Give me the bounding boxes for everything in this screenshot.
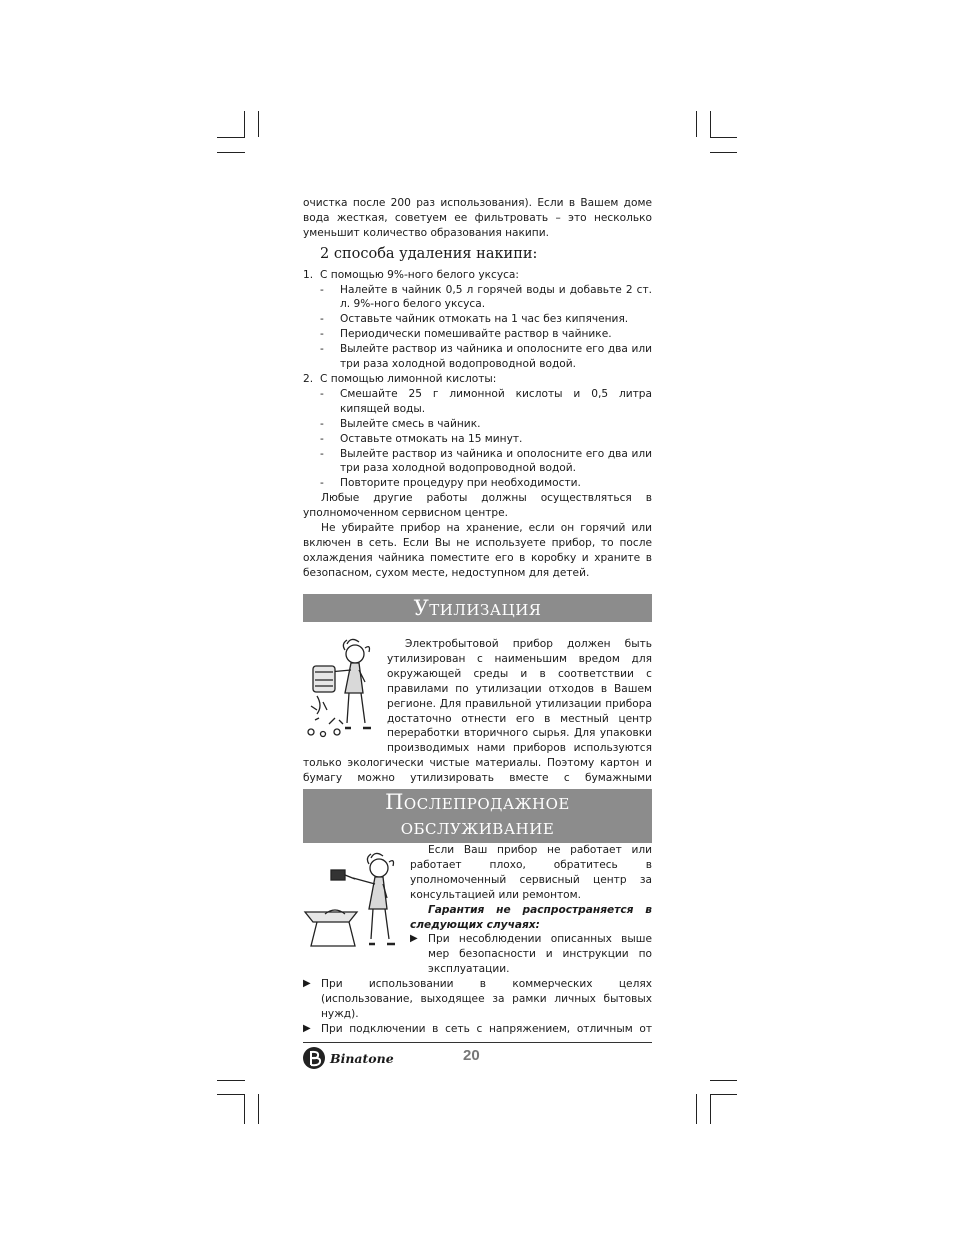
step-text: Смешайте 25 г лимонной кислоты и 0,5 литра кипящей воды. [340,387,652,415]
bullet-text: При несоблюдении описанных выше мер безопасности и инструкции по эксплуатации. [428,933,652,976]
crop-mark [710,111,711,137]
methods-heading: 2 способа удаления накипи: [320,245,538,262]
disposal-line: утилизирован с наименьшим вредом для [387,652,652,665]
method-2-title [303,372,652,387]
crop-mark [217,1080,245,1081]
dash-marker: - [320,343,324,356]
crop-mark [710,1094,737,1095]
disposal-line: только экологически чистые материалы. Поэтому картон и [303,757,652,770]
crop-mark [258,1094,259,1124]
list-item [303,476,652,491]
main-text-column [303,196,652,581]
list-item [303,312,652,327]
list-item [303,1022,652,1037]
disposal-text [303,637,652,801]
crop-mark [244,1094,245,1124]
warranty-heading: Гарантия не распространяется в следующих случаях: [410,903,652,931]
disposal-line: бумагу можно утилизировать вместе с бумажными [303,772,652,785]
list-item [303,387,652,417]
section-title: Утилизация [413,596,542,620]
section-banner-disposal [303,594,652,622]
bullet-text: При подключении в сеть с напряжением, отличным от [321,1022,652,1035]
disposal-line: регионе. Для правильной утилизации прибора [387,697,652,710]
crop-mark [244,111,245,137]
step-text: Оставьте чайник отмокать на 1 час без кипячения. [340,313,629,326]
service-paragraph: Любые другие работы должны осуществляться в уполномоченном сервисном центре. [303,492,652,520]
step-text: Налейте в чайник 0,5 л горячей воды и добавьте 2 ст. л. 9%-ного белого уксуса. [340,283,652,311]
list-item [303,417,652,432]
dash-marker: - [320,447,324,460]
crop-mark [258,111,259,137]
list-item [303,283,652,313]
aftersales-text [303,843,652,1037]
dash-marker: - [320,283,324,296]
list-item [303,432,652,447]
bullet-triangle-icon: ▶ [303,1022,311,1034]
section-title-line: обслуживание [400,815,555,839]
crop-mark [696,111,697,137]
crop-mark [217,1094,245,1095]
disposal-line: производимых нами приборов используются [387,742,652,755]
disposal-line: правилами по утилизации отходов в Вашем [387,682,652,695]
brand-name: Binatone [330,1050,394,1066]
list-item [303,327,652,342]
step-text: Оставьте отмокать на 15 минут. [340,432,523,445]
dash-marker: - [320,387,324,400]
page-number: 20 [463,1047,480,1064]
section-banner-aftersales [303,789,652,843]
crop-mark [217,152,245,153]
dash-marker: - [320,477,324,490]
crop-mark [710,137,737,138]
disposal-line: переработки вторичного сырья. Для упаковки [387,727,652,740]
dash-marker: - [320,417,324,430]
bullet-triangle-icon: ▶ [410,933,418,945]
dash-marker: - [320,432,324,445]
crop-mark [710,1094,711,1124]
method-1-number: 1. [303,268,314,281]
step-text: Вылейте раствор из чайника и ополосните его два или три раза холодной водопроводной водой. [340,447,652,475]
list-item [410,932,652,977]
dash-marker: - [320,328,324,341]
step-text: Вылейте раствор из чайника и ополосните его два или три раза холодной водопроводной водой. [340,343,652,371]
bullet-text: При использовании в коммерческих целях (использование, выходящее за рамки личных бытовых нужд). [321,978,652,1020]
crop-mark [217,137,245,138]
list-item [303,977,652,1022]
method-2-label: С помощью лимонной кислоты: [320,372,497,385]
crop-mark [710,1080,737,1081]
intro-paragraph: очистка после 200 раз использования). Если в Вашем доме вода жесткая, советуем ее фильтровать – это несколько уменьшит количество образования накипи. [303,197,652,239]
disposal-line: Электробытовой прибор должен быть [405,638,652,650]
dash-marker: - [320,313,324,326]
crop-mark [710,152,737,153]
footer-rule [303,1042,652,1043]
method-1-label: С помощью 9%-ного белого уксуса: [320,268,519,281]
aftersales-paragraph: Если Ваш прибор не работает или работает плохо, обратитесь в уполномоченный сервисный центр за консультацией или ремонтом. [410,844,652,901]
binatone-logo-icon [302,1046,328,1070]
disposal-line: окружающей среды и в соответствии с [387,667,652,680]
disposal-line: достаточно отнести его в местный центр [387,712,652,725]
crop-mark [696,1094,697,1124]
brand-logo [302,1046,394,1070]
section-title-line: Послепродажное [385,790,570,814]
step-text: Периодически помешивайте раствор в чайнике. [340,328,612,341]
list-item [303,447,652,477]
method-2-number: 2. [303,372,314,385]
method-1-title [303,268,652,283]
list-item [303,342,652,372]
step-text: Вылейте смесь в чайник. [340,417,481,430]
storage-paragraph: Не убирайте прибор на хранение, если он горячий или включен в сеть. Если Вы не используете прибор, то после охлаждения чайника поместите его в коробку и храните в безопасном, сухом месте, недоступном для детей. [303,522,652,579]
step-text: Повторите процедуру при необходимости. [340,477,581,490]
bullet-triangle-icon: ▶ [303,978,311,990]
